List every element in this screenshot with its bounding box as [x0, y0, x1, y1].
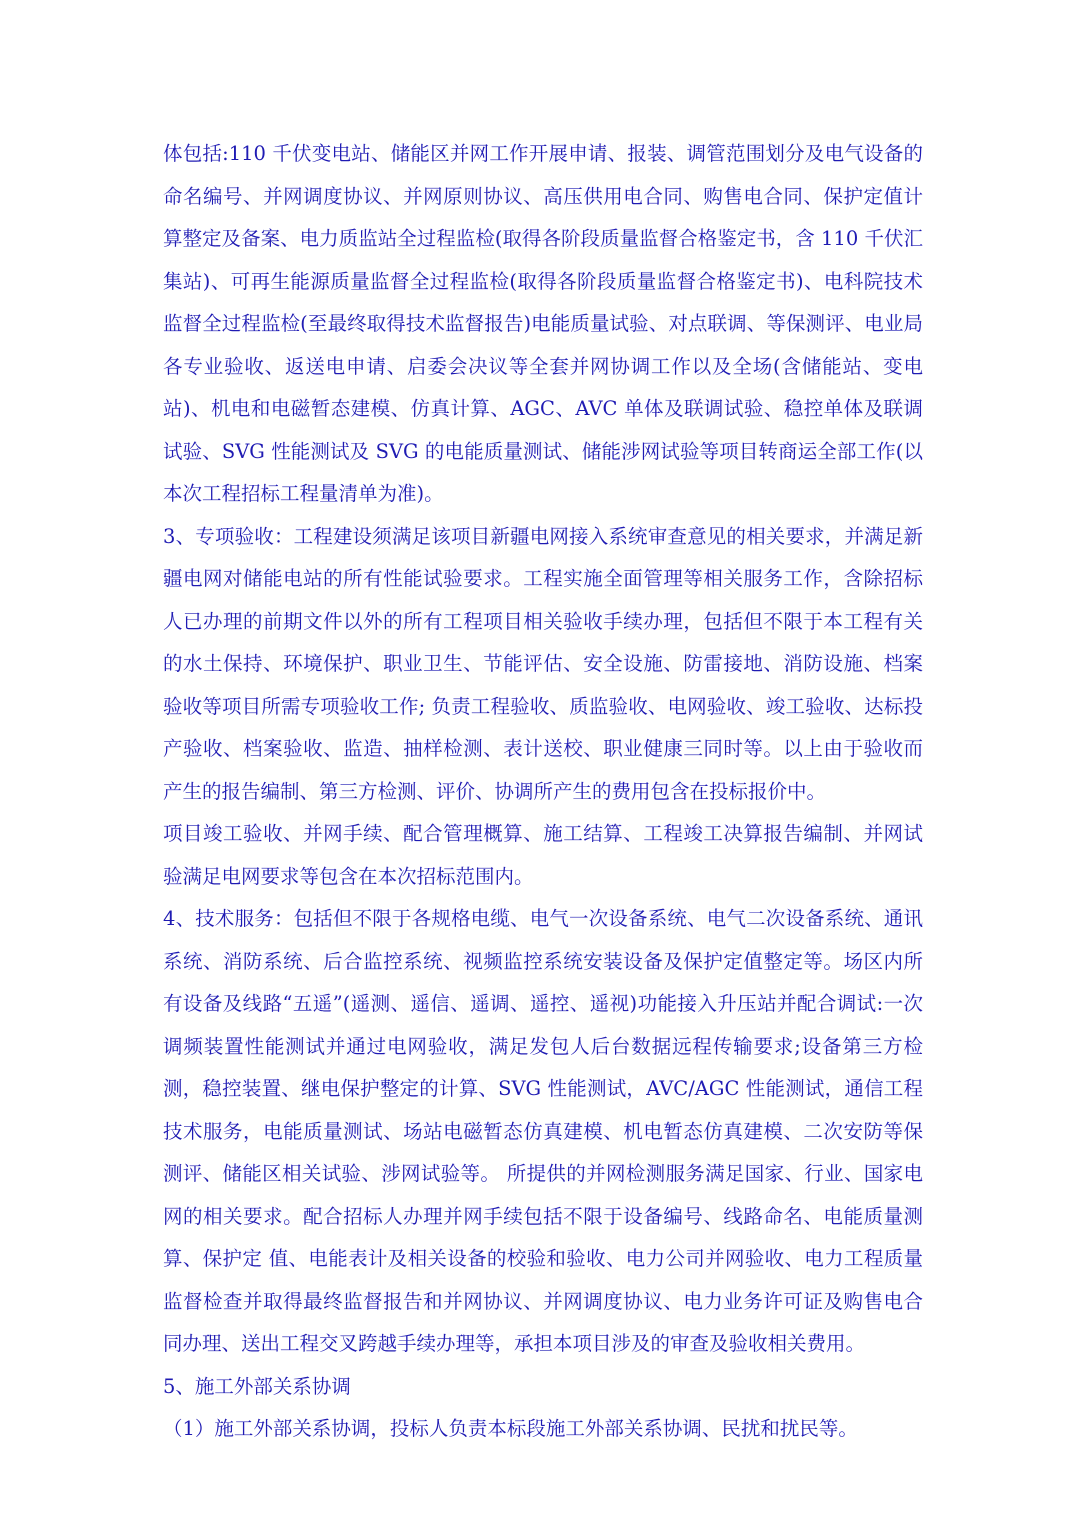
paragraph-external-coordination-item-1: （1）施工外部关系协调，投标人负责本标段施工外部关系协调、民扰和扰民等。 [163, 1417, 858, 1440]
paragraph-special-acceptance: 3、专项验收：工程建设须满足该项目新疆电网接入系统审查意见的相关要求，并满足新疆电网对储能电站的所有性能试验要求。工程实施全面管理等相关服务工作，含除招标人已办理的前期文件以外的所有工程项目相关验收手续办理，包括但不限于本工程有关的水土保持、环境保护、职业卫生、节能评估、安全设施、防雷接地、消防设施、档案验收等项目所需专项验收工作; 负责工程验收、质监验收、电网验收、竣工验收、达标投产验收、档案验收、监造、抽样检测、表计送校、职业健康三同时等。以上由于验收而产生的报告编制、第三方检测、评价、协调所产生的费用包含在投标报价中。 [163, 524, 923, 803]
paragraph-technical-services: 4、技术服务：包括但不限于各规格电缆、电气一次设备系统、电气二次设备系统、通讯系统、消防系统、后合监控系统、视频监控系统安装设备及保护定值整定等。场区内所有设备及线路“五遥”(遥测、遥信、遥调、遥控、遥视)功能接入升压站并配合调试:一次调频装置性能测试并通过电网验收，满足发包人后台数据远程传输要求;设备第三方检测，稳控装置、继电保护整定的计算、SVG 性能测试，AVC/AGC 性能测试，通信工程技术服务，电能质量测试、场站电磁暂态仿真建模、机电暂态仿真建模、二次安防等保测评、储能区相关试验、涉网试验等。 所提供的并网检测服务满足国家、行业、国家电网的相关要求。配合招标人办理并网手续包括不限于设备编号、线路命名、电能质量测算、保护定 值、电能表计及相关设备的校验和验收、电力公司并网验收、电力工程质量监督检查并取得最终监督报告和并网协议、并网调度协议、电力业务许可证及购售电合同办理、送出工程交叉跨越手续办理等，承担本项目涉及的审查及验收相关费用。 [163, 907, 923, 1355]
paragraph-scope-details: 体包括:110 千伏变电站、储能区并网工作开展申请、报装、调管范围划分及电气设备的命名编号、并网调度协议、并网原则协议、高压供用电合同、购售电合同、保护定值计算整定及备案、电力质监站全过程监检(取得各阶段质量监督合格鉴定书，含 110 千伏汇集站)、可再生能源质量监督全过程监检(取得各阶段质量监督合格鉴定书)、电科院技术监督全过程监检(至最终取得技术监督报告)电能质量试验、对点联调、等保测评、电业局各专业验收、返送电申请、启委会决议等全套并网协调工作以及全场(含储能站、变电站)、机电和电磁暂态建模、仿真计算、AGC、AVC 单体及联调试验、稳控单体及联调试验、SVG 性能测试及 SVG 的电能质量测试、储能涉网试验等项目转商运全部工作(以本次工程招标工程量清单为准)。 [163, 142, 923, 505]
document-body [163, 133, 923, 1451]
section-heading-external-coordination: 5、施工外部关系协调 [163, 1374, 351, 1398]
paragraph-completion-acceptance: 项目竣工验收、并网手续、配合管理概算、施工结算、工程竣工决算报告编制、并网试验满足电网要求等包含在本次招标范围内。 [163, 822, 923, 888]
